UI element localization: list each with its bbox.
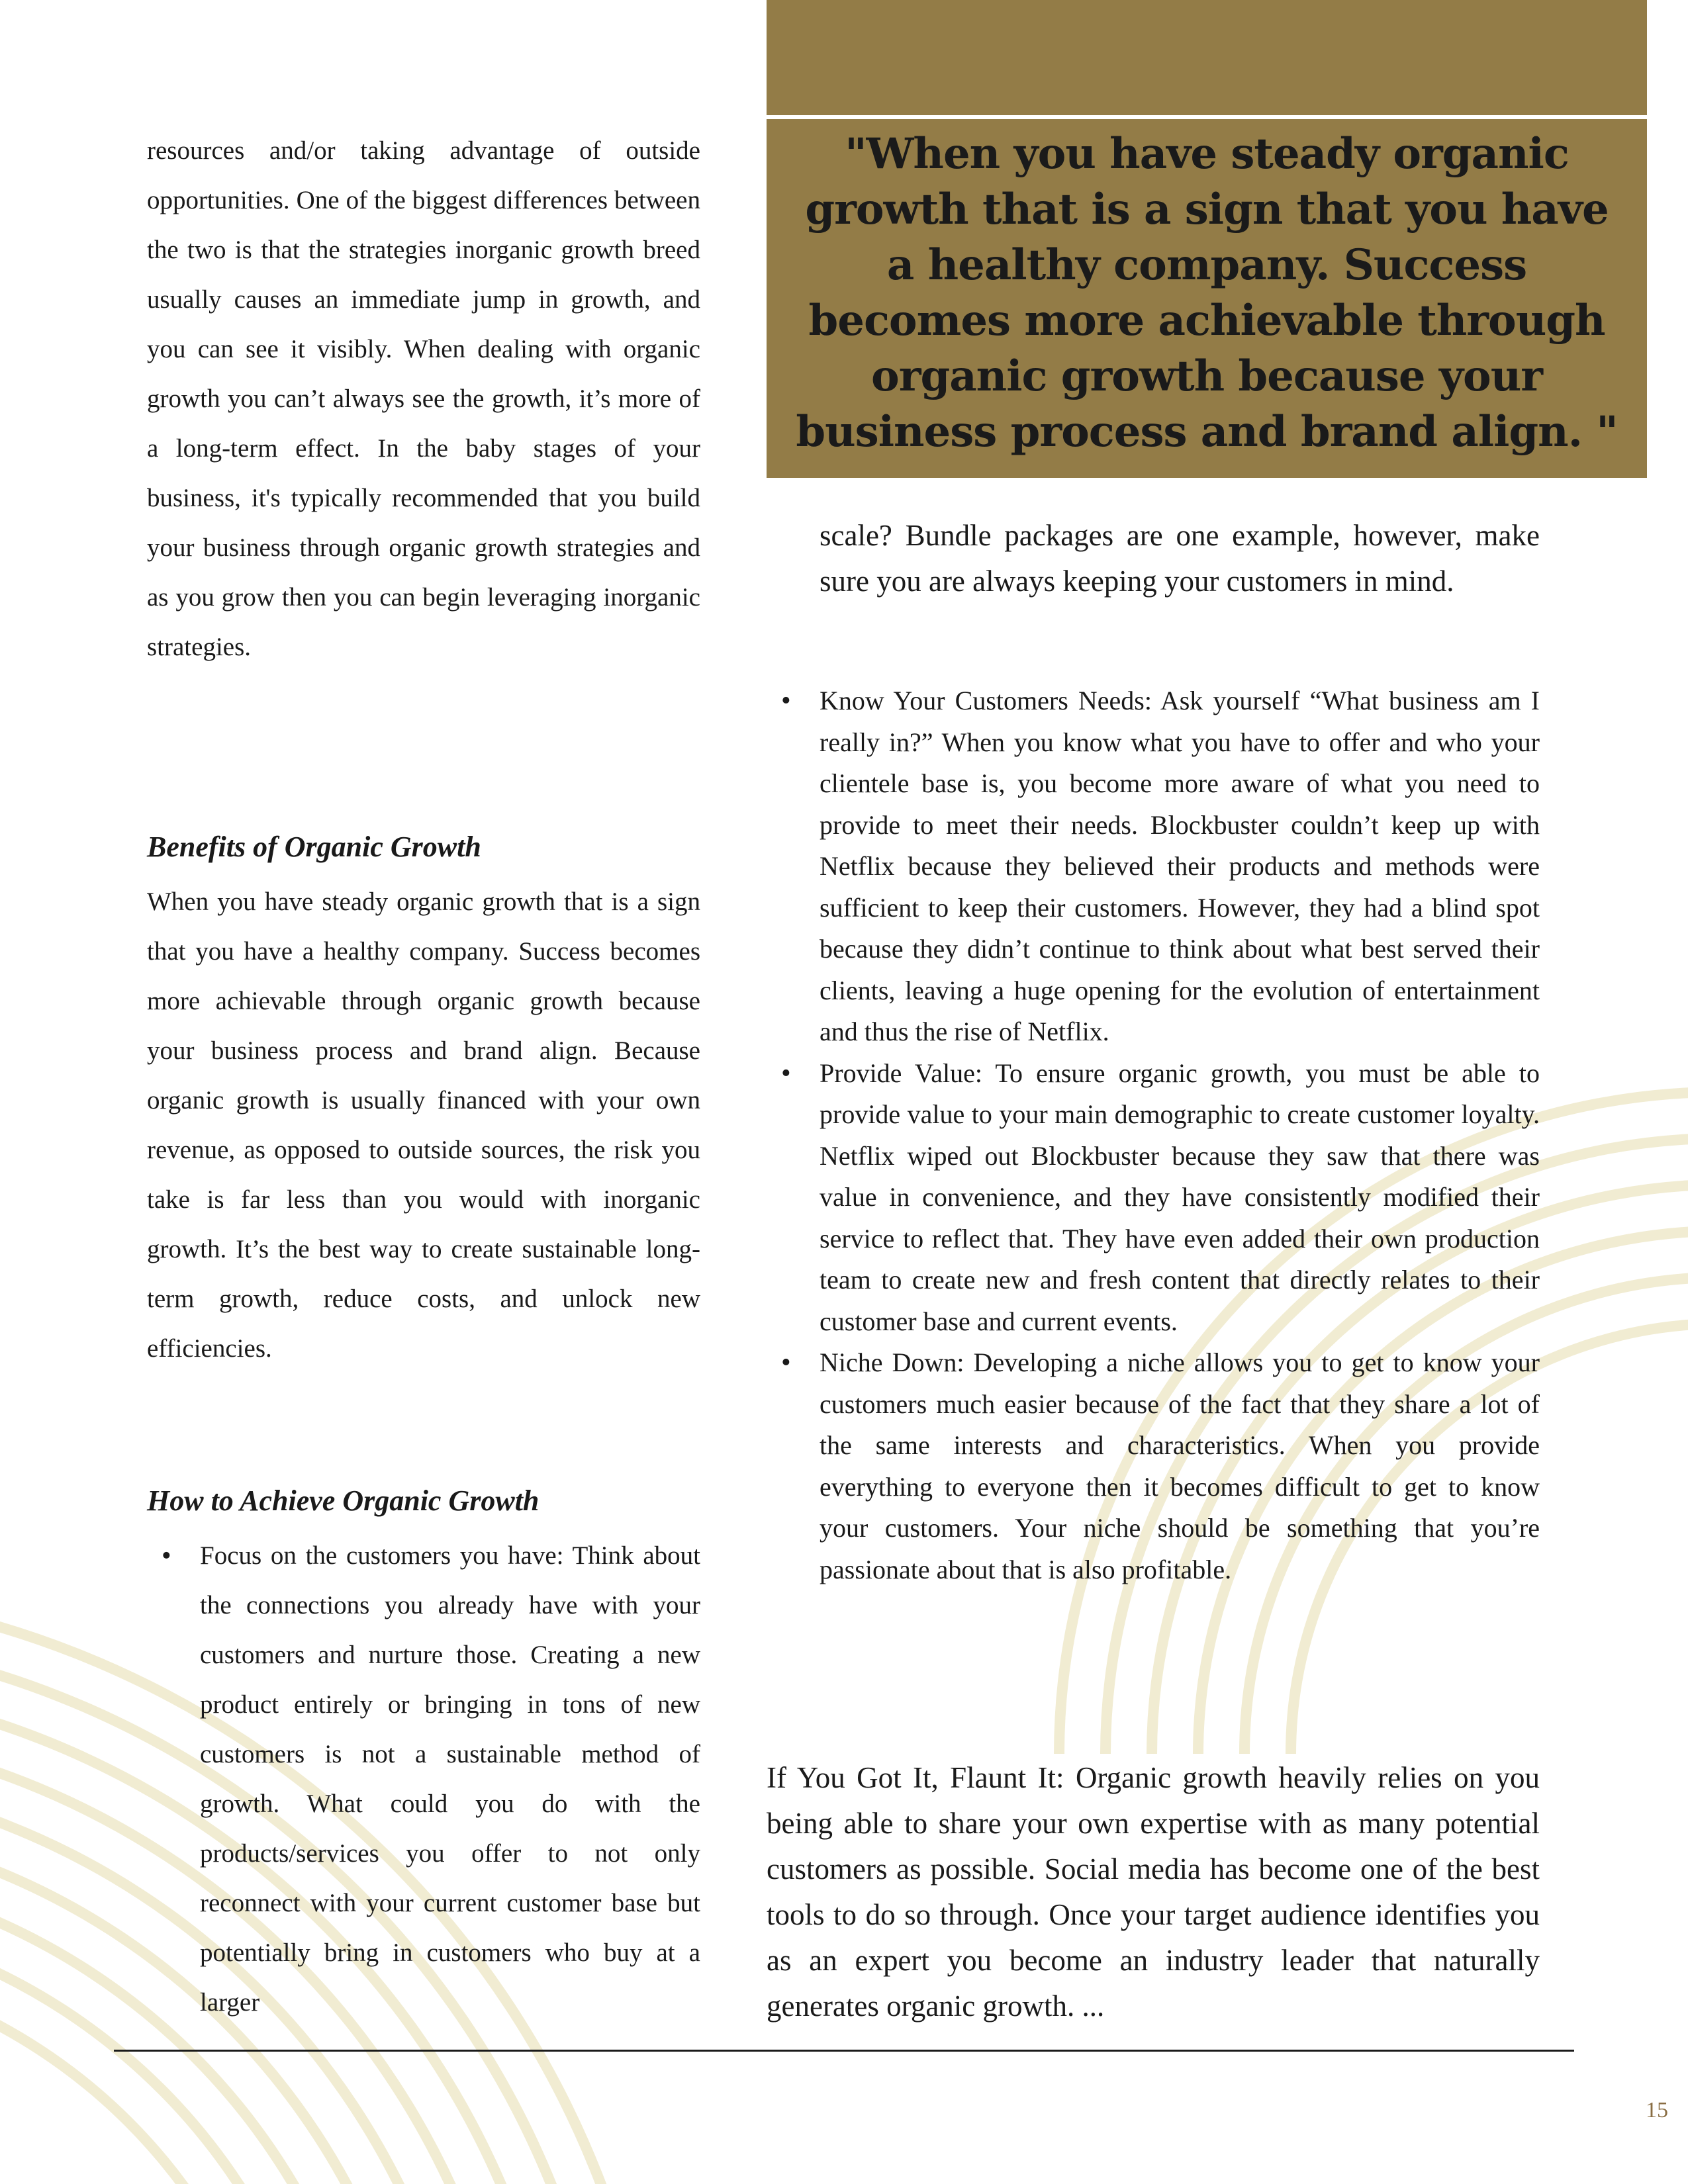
bullet-glyph: • xyxy=(162,1541,171,1571)
bullet-item-niche-down xyxy=(781,1342,1540,1590)
howto-bullet-text: Focus on the customers you have: Think about the connections you already have with your customers and nurture those. Creating a new product entirely or bringing in tons of new customers is not a sustainable method of growth. What could you do with the products/services you offer to not only reconnect with your current customer base but potentially bring in customers who buy at a larger xyxy=(200,1541,700,2017)
benefits-heading: Benefits of Organic Growth xyxy=(147,831,481,863)
flaunt-paragraph: If You Got It, Flaunt It: Organic growth heavily relies on you being able to share your own expertise with as many potential customers as possible. Social media has become one of the best tools to do so through. Once your target audience identifies you as an expert you become an industry leader that naturally generates organic growth. ... xyxy=(767,1761,1540,2023)
pull-quote-box xyxy=(767,119,1647,478)
left-intro-paragraph: resources and/or taking advantage of outside opportunities. One of the biggest differences between the two is that the strategies inorganic growth breed usually causes an immediate jump in growth, and you can see it visibly. When dealing with organic growth you can’t always see the growth, it’s more of a long-term effect. In the baby stages of your business, it's typically recommended that you build your business through organic growth strategies and as you grow then you can begin leveraging inorganic strategies. xyxy=(147,136,700,661)
bullet-text: Niche Down: Developing a niche allows you to get to know your customers much easier because of the fact that they share a lot of the same interests and characteristics. When you provide everything to everyone then it becomes difficult to get to know your customers. Your niche should be something that you’re passionate about that is also profitable. xyxy=(820,1347,1540,1584)
band-divider xyxy=(767,115,1647,118)
bullet-text: Know Your Customers Needs: Ask yourself “What business am I really in?” When you know what you have to offer and who your clientele base is, you become more aware of what you need to provide to meet their needs. Blockbuster couldn’t keep up with Netflix because they believed their products and methods were sufficient to keep their customers. However, they had a blind spot because they didn’t continue to think about what best served their clients, leaving a huge opening for the evolution of entertainment and thus the rise of Netflix. xyxy=(820,686,1540,1046)
page-number: 15 xyxy=(1646,2098,1668,2122)
pull-quote-text: "When you have steady organic growth that is a sign that you have a healthy company. Success becomes more achievable through organic growth because your business process and brand align. " xyxy=(796,129,1618,457)
bullet-text: Provide Value: To ensure organic growth, you must be able to provide value to your main demographic to create customer loyalty. Netflix wiped out Blockbuster because they saw that there was value in convenience, and they have consistently modified their service to reflect that. They have even added their own production team to create new and fresh content that directly relates to their customer base and current events. xyxy=(820,1058,1540,1336)
bullet-glyph: • xyxy=(781,1058,791,1089)
bullet-item-customer-needs xyxy=(781,680,1540,1053)
footer-rule xyxy=(114,2050,1574,2052)
benefits-paragraph: When you have steady organic growth that is a sign that you have a healthy company. Success becomes more achievable through organic growth because your business process and brand align. Because organic growth is usually financed with your own revenue, as opposed to outside sources, the risk you take is far less than you would with inorganic growth. It’s the best way to create sustainable long-term growth, reduce costs, and unlock new efficiencies. xyxy=(147,887,700,1363)
right-bullet-list xyxy=(781,680,1540,1590)
bullet-glyph: • xyxy=(781,686,791,716)
howto-bullet-item xyxy=(147,1531,700,2027)
right-continuation-paragraph: scale? Bundle packages are one example, however, make sure you are always keeping your customers in mind. xyxy=(820,519,1540,598)
top-accent-band xyxy=(767,0,1647,115)
bullet-item-provide-value xyxy=(781,1053,1540,1343)
bullet-glyph: • xyxy=(781,1347,791,1378)
howto-heading: How to Achieve Organic Growth xyxy=(147,1484,539,1517)
